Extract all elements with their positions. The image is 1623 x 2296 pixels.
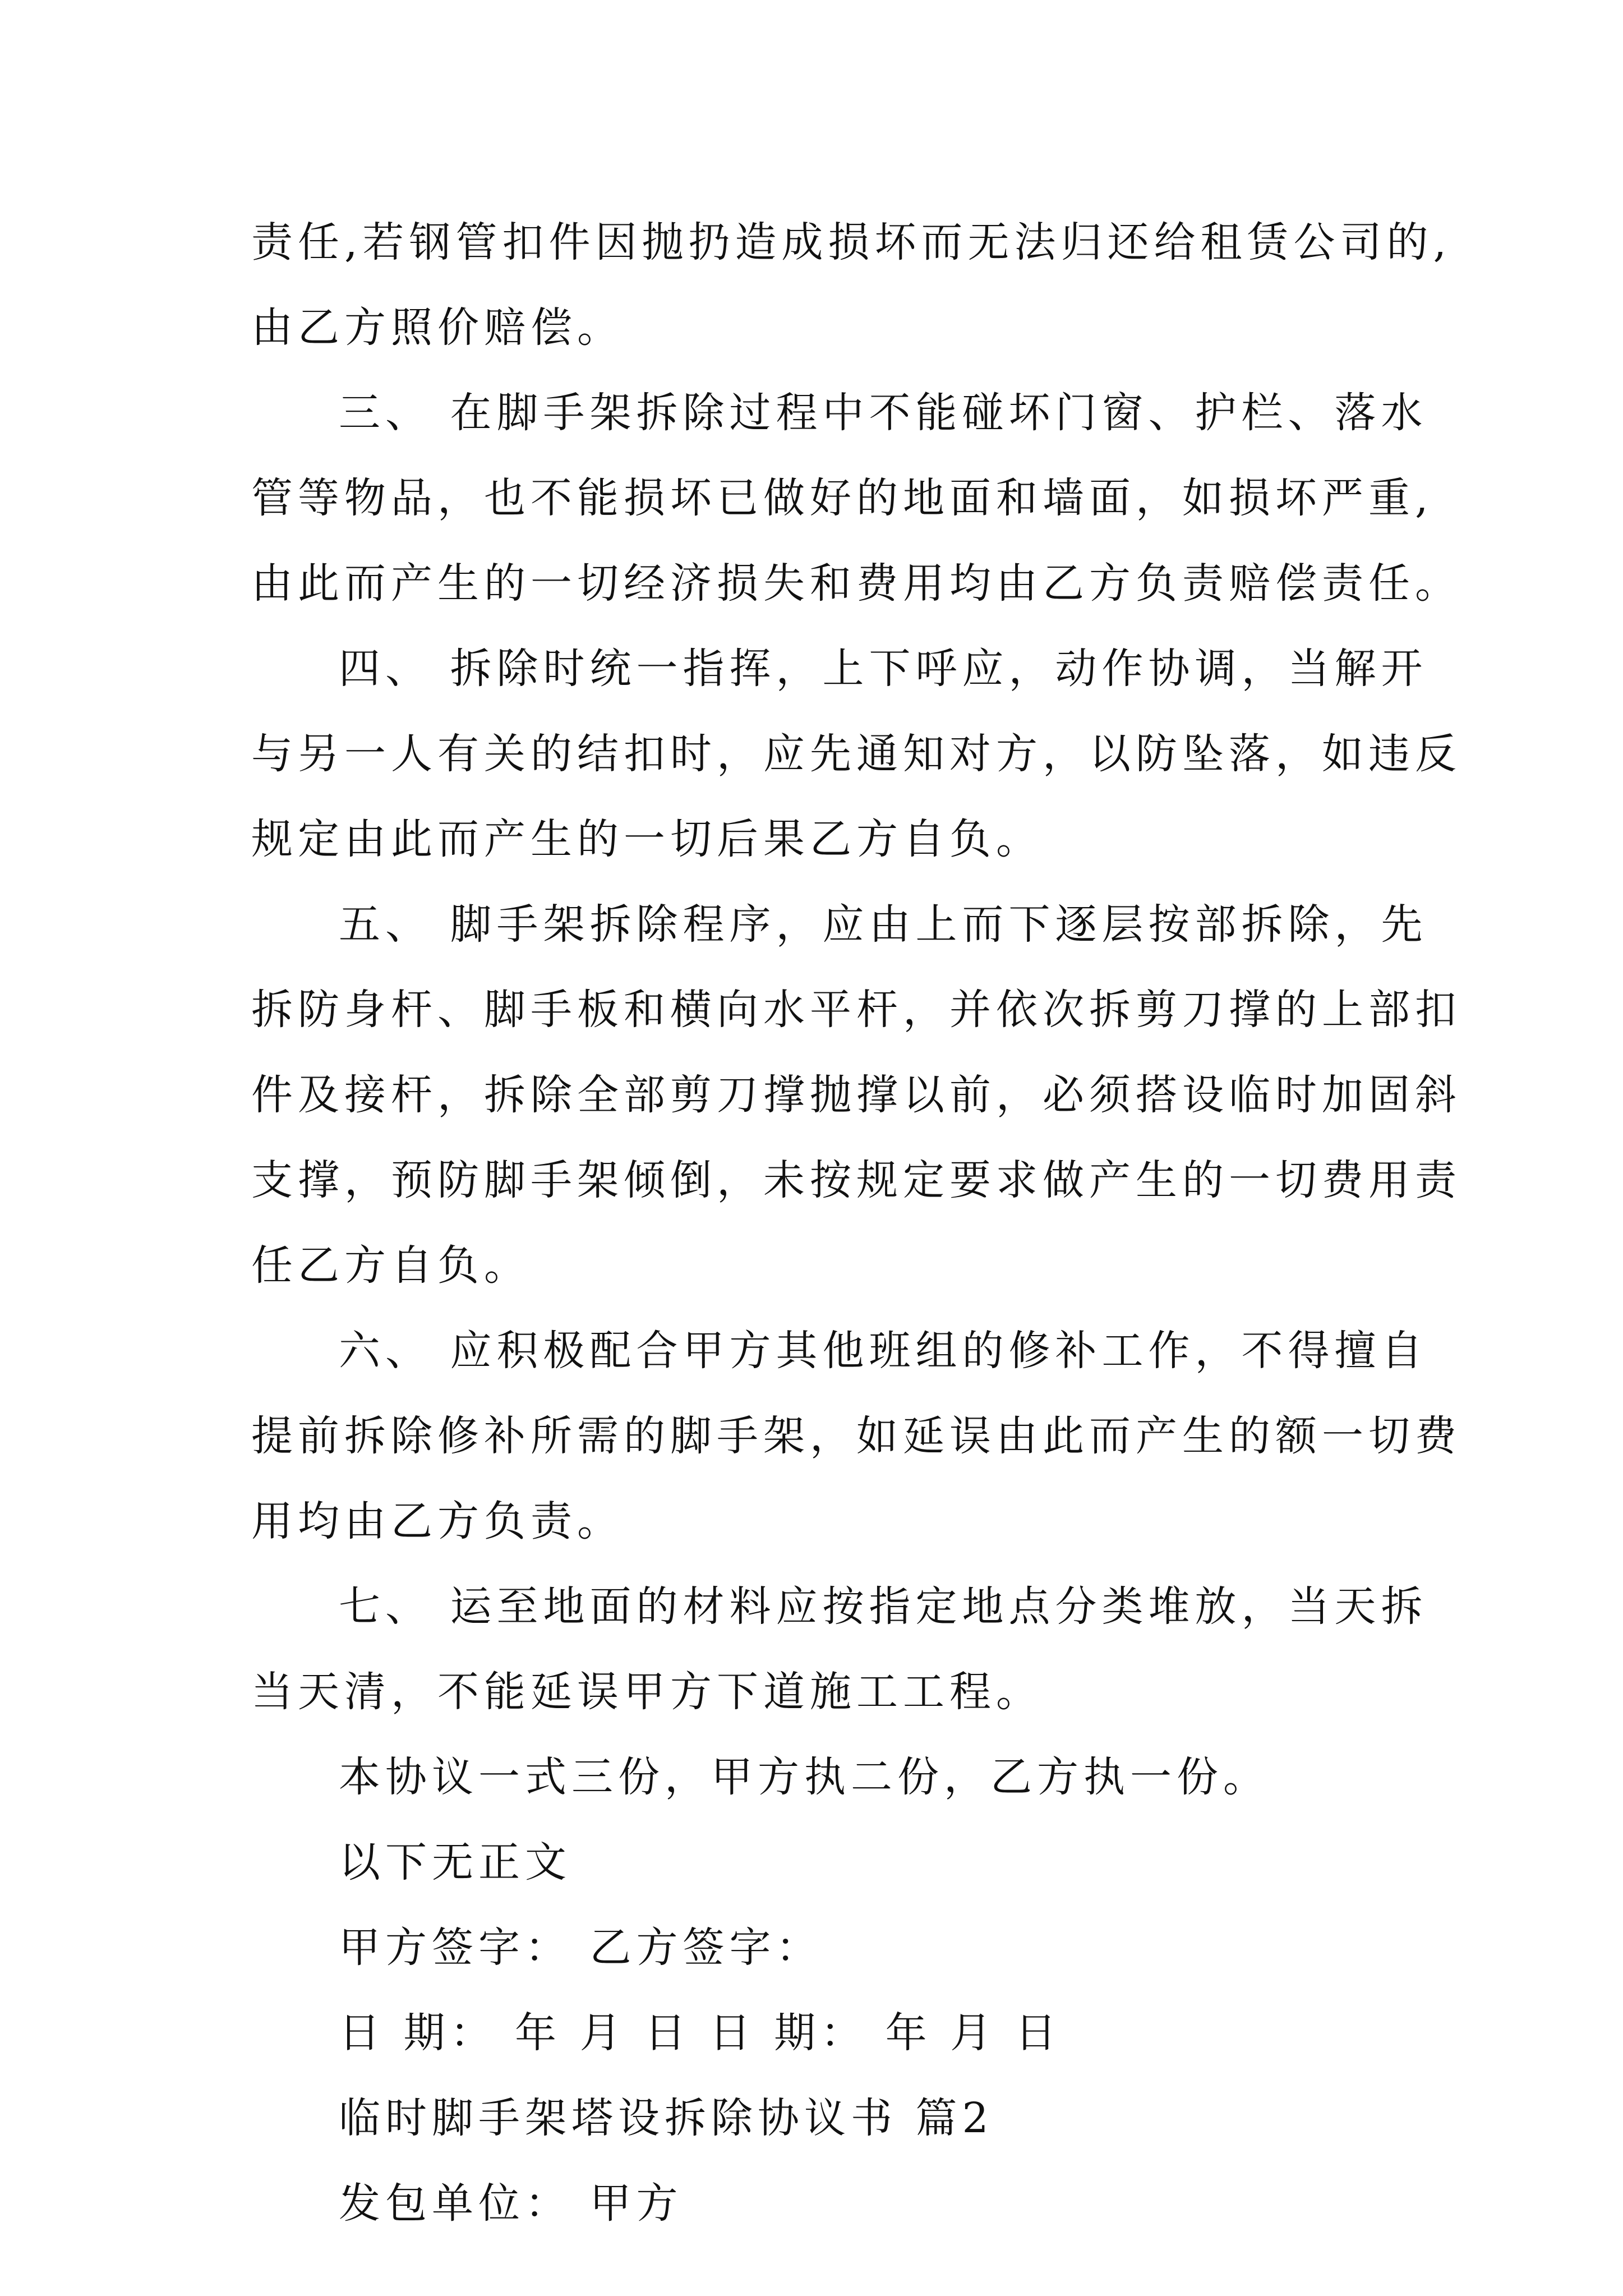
clause-4-line-3: 规定由此而产生的一切后果乙方自负。: [251, 815, 1043, 863]
clause-7-line-2: 当天清，不能延误甲方下道施工工程。: [251, 1668, 1043, 1716]
clause-5-line-3: 件及接杆，拆除全部剪刀撑抛撑以前，必须搭设临时加固斜: [251, 1071, 1461, 1119]
no-further-text: 以下无正文: [339, 1838, 571, 1887]
signature-line: 甲方签字： 乙方签字：: [339, 1924, 823, 1972]
text-line-1: 责任,若钢管扣件因抛扔造成损坏而无法归还给租赁公司的,: [251, 218, 1452, 266]
section-heading: 临时脚手架塔设拆除协议书 篇2: [339, 2094, 994, 2142]
clause-6-line-2: 提前拆除修补所需的脚手架，如延误由此而产生的额一切费: [251, 1412, 1461, 1460]
clause-4-line-2: 与另一人有关的结扣时，应先通知对方，以防坠落，如违反: [251, 730, 1461, 778]
clause-3-line-2: 管等物品，也不能损坏已做好的地面和墙面，如损坏严重,: [251, 474, 1433, 522]
clause-5-line-5: 任乙方自负。: [251, 1241, 531, 1290]
clause-5-line-4: 支撑，预防脚手架倾倒，未按规定要求做产生的一切费用责: [251, 1156, 1461, 1204]
clause-6-line-1: 六、 应积极配合甲方其他班组的修补工作，不得擅自: [339, 1327, 1428, 1375]
clause-7-line-1: 七、 运至地面的材料应按指定地点分类堆放，当天拆: [339, 1582, 1428, 1631]
text-line-2: 由乙方照价赔偿。: [251, 303, 624, 352]
clause-3-line-3: 由此而产生的一切经济损失和费用均由乙方负责赔偿责任。: [251, 559, 1461, 608]
date-line: 日 期： 年 月 日 日 期： 年 月 日: [339, 2009, 1062, 2057]
clause-5-line-1: 五、 脚手架拆除程序，应由上而下逐层按部拆除，先: [339, 900, 1428, 949]
clause-4-line-1: 四、 拆除时统一指挥，上下呼应，动作协调，当解开: [339, 645, 1428, 693]
copies-statement: 本协议一式三份，甲方执二份，乙方执一份。: [339, 1753, 1270, 1801]
clause-3-line-1: 三、 在脚手架拆除过程中不能碰坏门窗、护栏、落水: [339, 389, 1428, 437]
contractor-line: 发包单位： 甲方: [339, 2179, 683, 2228]
clause-6-line-3: 用均由乙方负责。: [251, 1497, 624, 1545]
document-body: [251, 200, 1461, 2246]
clause-5-line-2: 拆防身杆、脚手板和横向水平杆，并依次拆剪刀撑的上部扣: [251, 986, 1461, 1034]
